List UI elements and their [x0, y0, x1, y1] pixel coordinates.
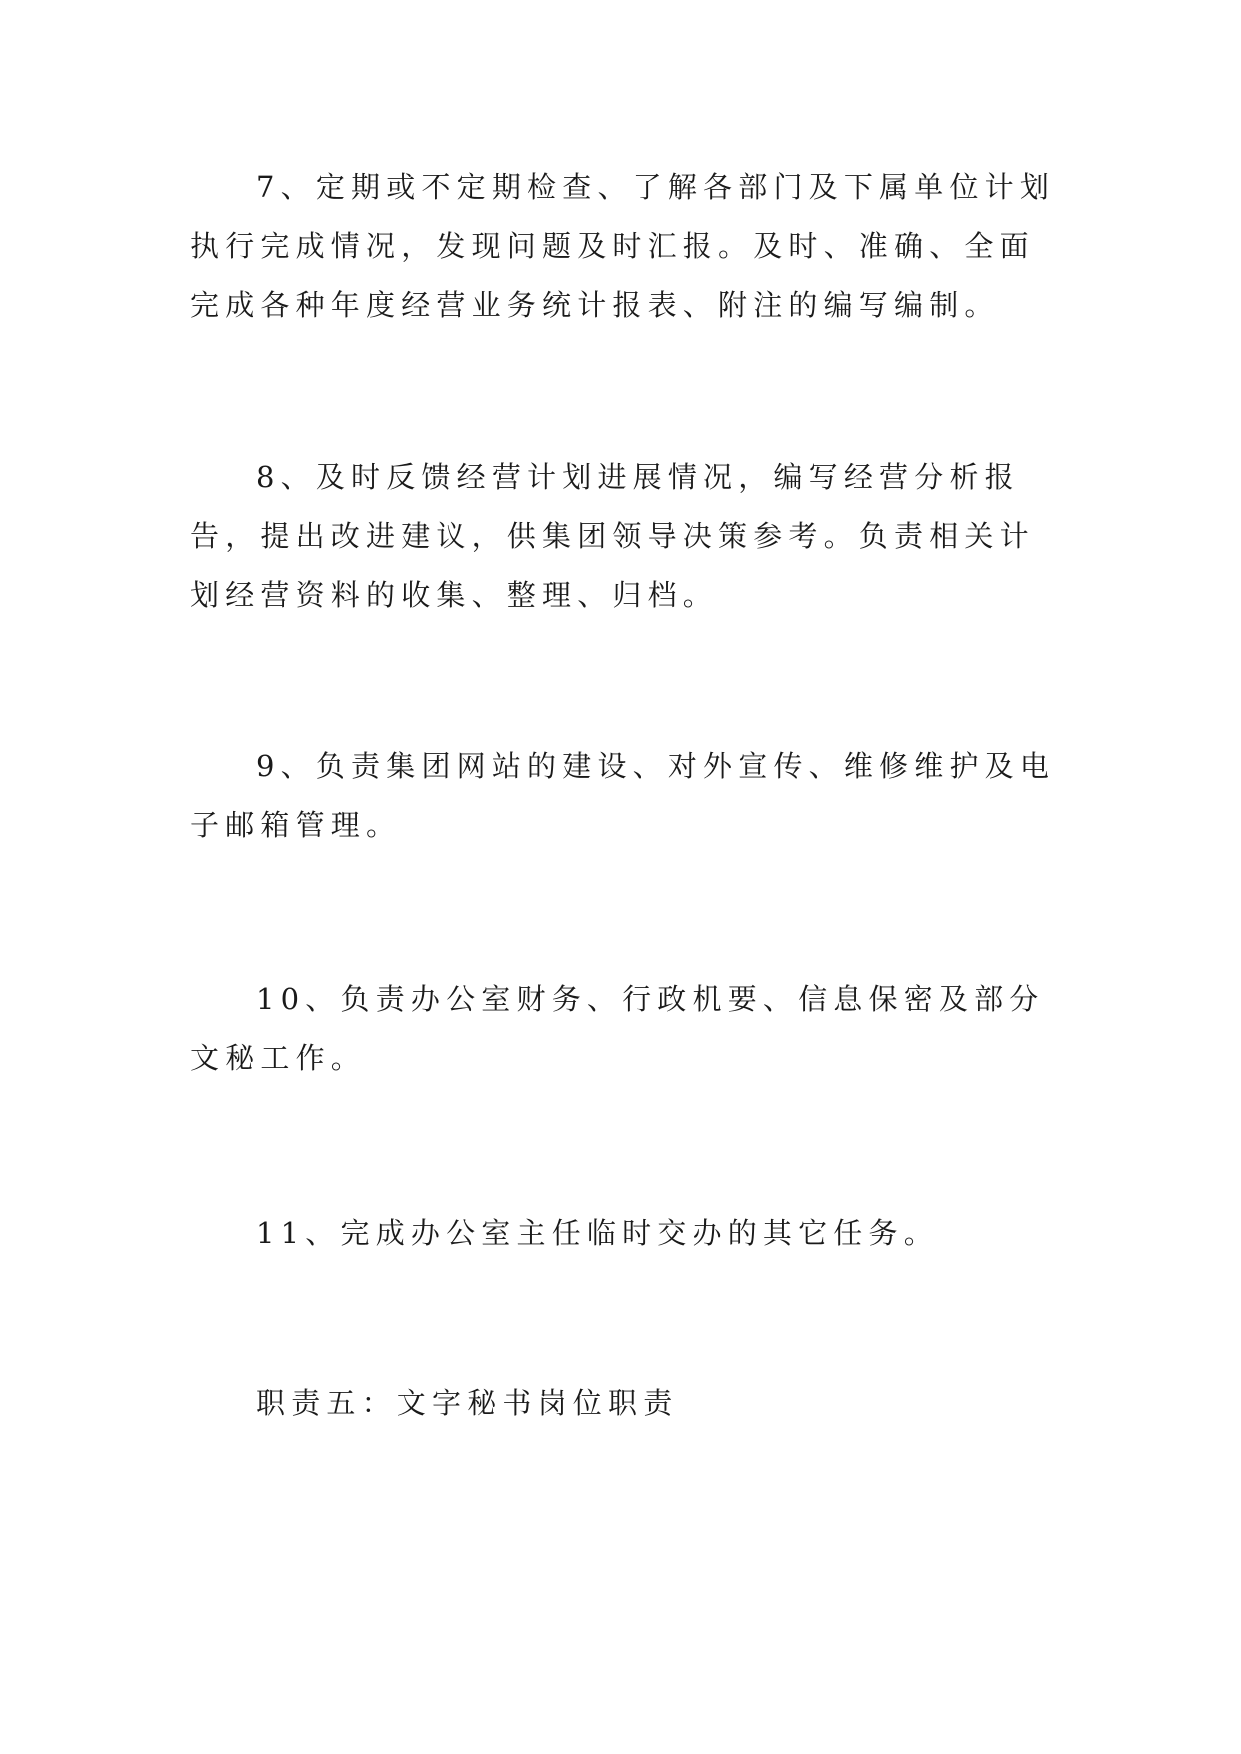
paragraph-item-9: 9、负责集团网站的建设、对外宣传、维修维护及电子邮箱管理。 — [190, 749, 1056, 842]
section-heading: 职责五：文字秘书岗位职责 — [256, 1386, 679, 1420]
paragraph-item-7: 7、定期或不定期检查、了解各部门及下属单位计划执行完成情况，发现问题及时汇报。及时、准确、全面完成各种年度经营业务统计报表、附注的编写编制。 — [190, 170, 1056, 322]
paragraph-item-8: 8、及时反馈经营计划进展情况，编写经营分析报告，提出改进建议，供集团领导决策参考。负责相关计划经营资料的收集、整理、归档。 — [190, 460, 1035, 612]
paragraph-item-11: 11、完成办公室主任临时交办的其它任务。 — [256, 1216, 939, 1250]
paragraph-item-10: 10、负责办公室财务、行政机要、信息保密及部分文秘工作。 — [190, 982, 1045, 1075]
